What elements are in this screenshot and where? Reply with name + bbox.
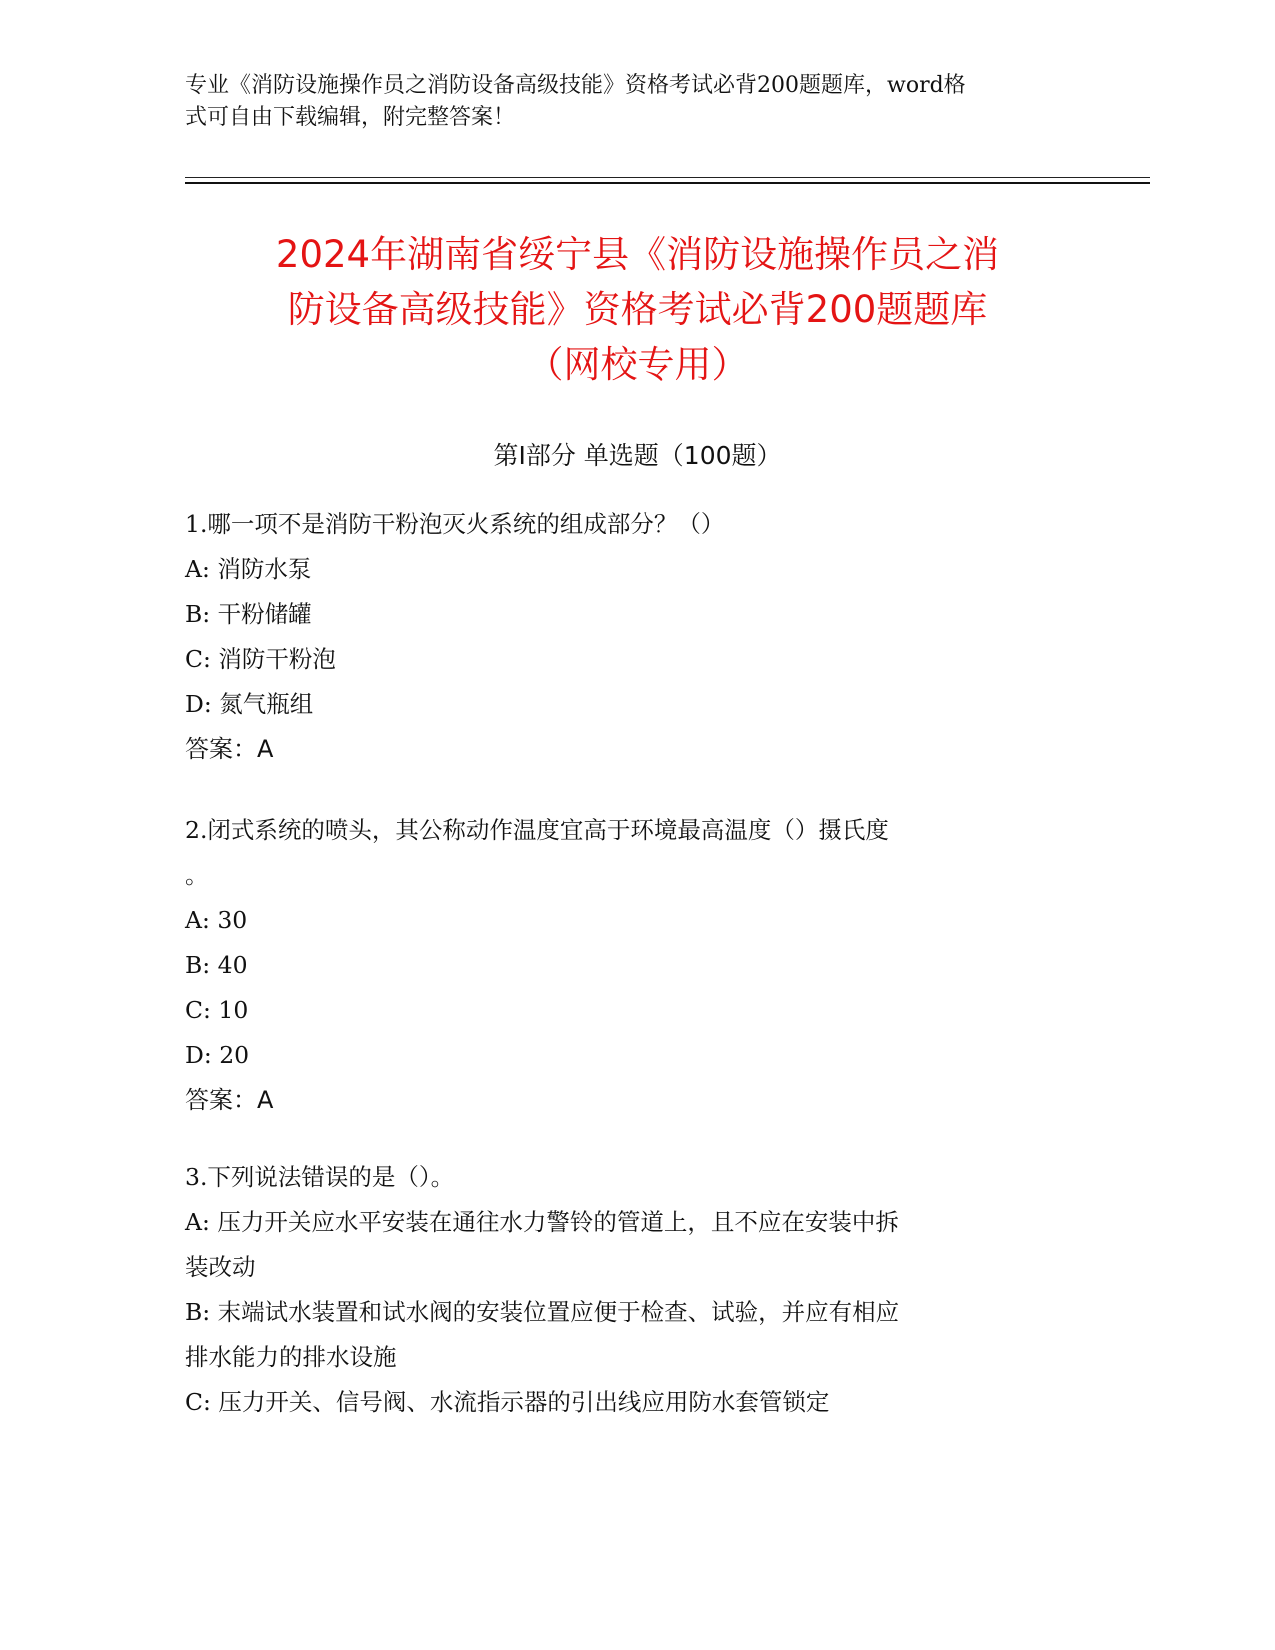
option-b-line-1: B: 末端试水装置和试水阀的安装位置应便于检查、试验，并应有相应 [185,1298,900,1326]
option-d: D: 20 [185,1041,250,1069]
question-3 [185,1155,1065,1425]
option-d: D: 氮气瓶组 [185,690,314,718]
title-line-2: 防设备高级技能》资格考试必背200题题库 [287,288,988,331]
option-c: C: 10 [185,996,249,1024]
question-1 [185,502,1065,772]
question-stem: 3.下列说法错误的是（）。 [185,1163,455,1191]
intro-text [185,70,1065,134]
section-heading: 第Ⅰ部分 单选题（100题） [493,441,782,470]
question-stem: 1.哪一项不是消防干粉泡灭火系统的组成部分？（） [185,510,725,538]
option-b: B: 40 [185,951,248,979]
option-b-line-2: 排水能力的排水设施 [185,1343,397,1371]
option-b: B: 干粉储罐 [185,600,312,628]
option-c: C: 压力开关、信号阀、水流指示器的引出线应用防水套管锁定 [185,1388,830,1416]
option-a-line-2: 装改动 [185,1253,256,1281]
answer: 答案：A [185,735,274,763]
question-2 [185,808,1065,1123]
option-c: C: 消防干粉泡 [185,645,336,673]
option-a-line-1: A: 压力开关应水平安装在通往水力警铃的管道上，且不应在安装中拆 [185,1208,899,1236]
intro-line-1: 专业《消防设施操作员之消防设备高级技能》资格考试必背200题题库，word格 [185,73,966,98]
question-stem-line-1: 2.闭式系统的喷头，其公称动作温度宜高于环境最高温度（）摄氏度 [185,816,889,844]
title-line-3: （网校专用） [526,343,749,386]
header-divider-thin [185,177,1150,178]
answer: 答案：A [185,1086,274,1114]
intro-line-2: 式可自由下载编辑，附完整答案！ [185,105,516,130]
document-title [140,227,1135,392]
option-a: A: 30 [185,906,248,934]
option-a: A: 消防水泵 [185,555,312,583]
title-line-1: 2024年湖南省绥宁县《消防设施操作员之消 [275,233,1000,276]
question-stem-line-2: 。 [185,861,209,889]
header-divider-thick [185,182,1150,184]
